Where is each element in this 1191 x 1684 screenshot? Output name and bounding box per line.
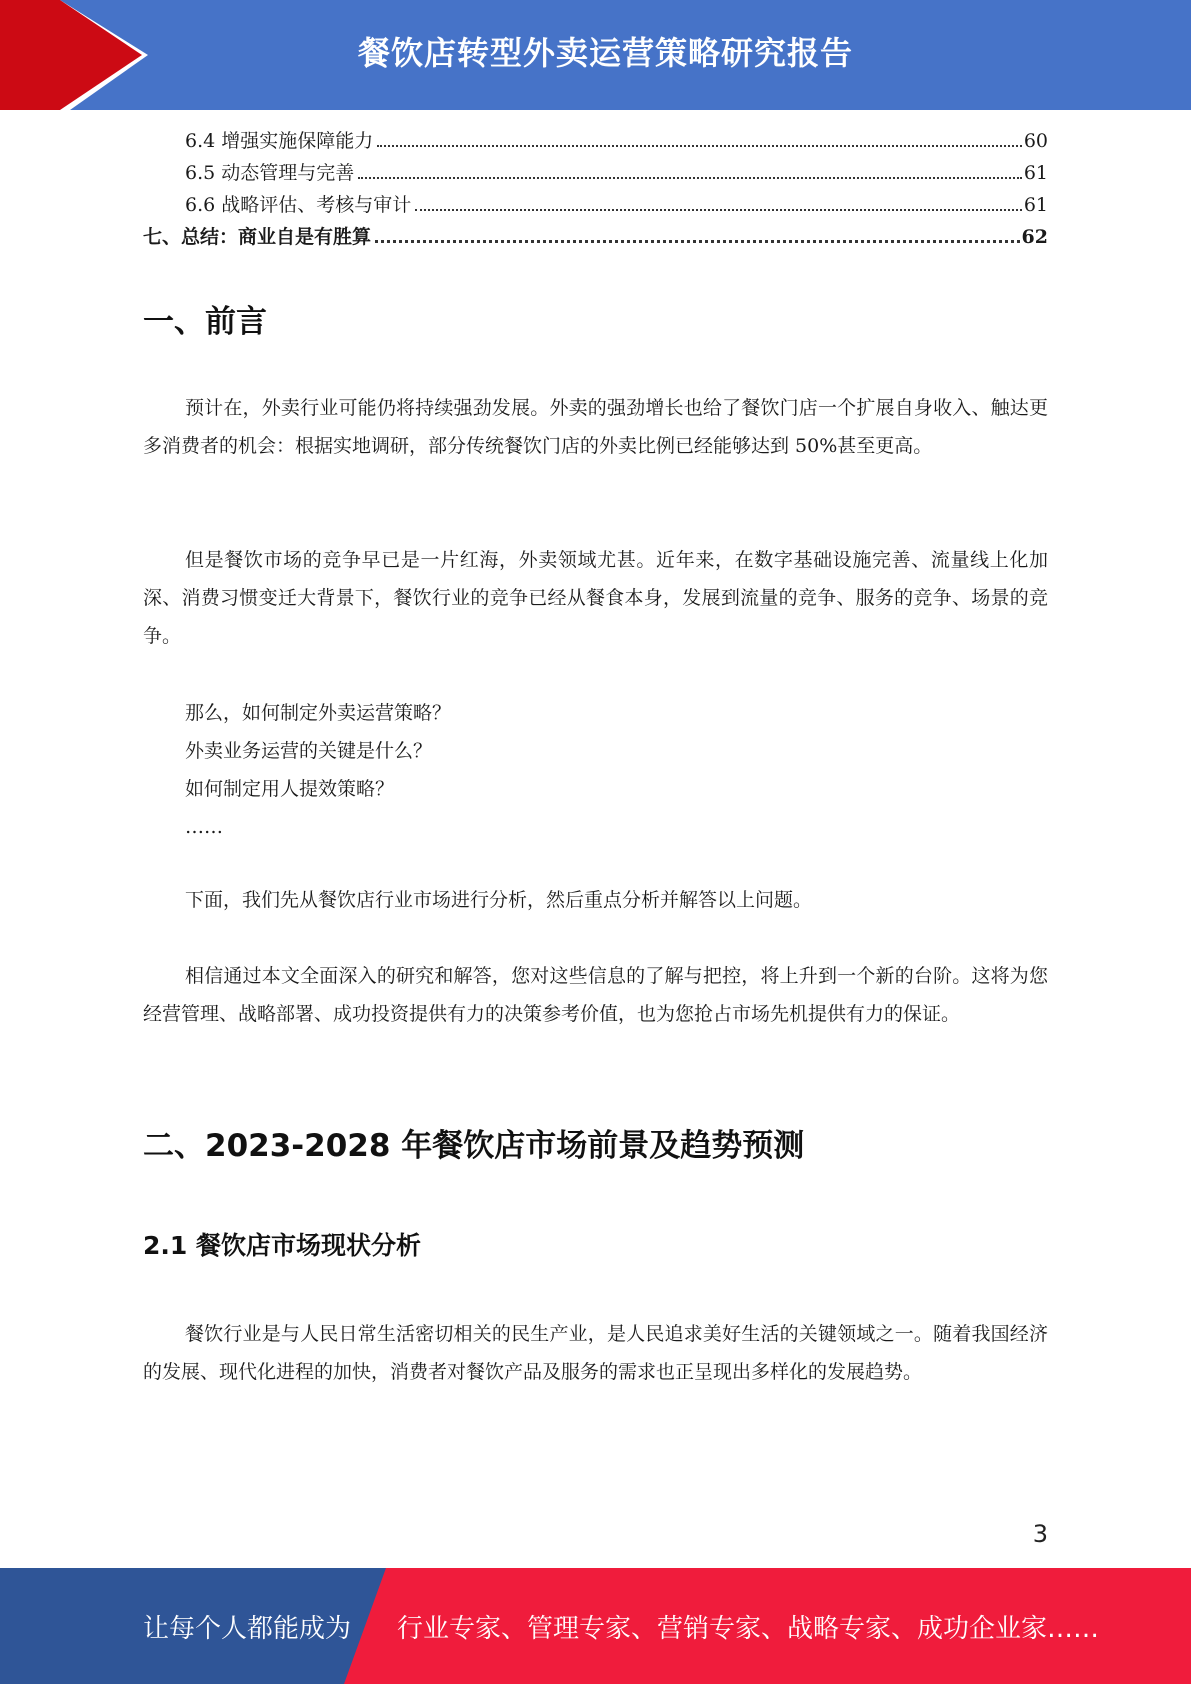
header-title: 餐饮店转型外卖运营策略研究报告 [357,34,853,72]
toc-entry[interactable] [143,190,1048,222]
toc-entry-title: 6.4 增强实施保障能力 [185,130,374,152]
toc-leader-dots [377,145,1022,147]
toc-entry-page: 61 [1023,162,1048,184]
toc-entry-title: 6.5 动态管理与完善 [185,162,355,184]
question-item: 那么，如何制定外卖运营策略？ [185,702,452,724]
question-item: 如何制定用人提效策略？ [185,778,395,800]
toc-entry[interactable] [143,158,1048,190]
question-list [185,694,451,846]
toc-leader-dots [375,240,1020,243]
section-heading-preface: 一、前言 [143,304,267,340]
page-number: 3 [1032,1520,1048,1548]
toc-entry[interactable] [143,126,1048,158]
footer-slogan-left: 让每个人都能成为 [143,1614,352,1644]
page-header [0,0,1191,110]
toc-entry-title: 七、总结：商业自是有胜算 [143,226,372,248]
question-item: …… [185,816,223,838]
page-footer [0,1568,1191,1684]
subsection-heading-market-status: 2.1 餐饮店市场现状分析 [143,1231,421,1260]
toc-entry[interactable] [143,222,1048,254]
toc-entry-page: 61 [1023,194,1048,216]
toc-leader-dots [358,177,1022,179]
toc-entry-page: 62 [1021,226,1048,248]
body-paragraph: 预计在，外卖行业可能仍将持续强劲发展。外卖的强劲增长也给了餐饮门店一个扩展自身收入、触达更多消费者的机会：根据实地调研，部分传统餐饮门店的外卖比例已经能够达到 50%甚至更高。 [143,397,1048,457]
body-paragraph: 相信通过本文全面深入的研究和解答，您对这些信息的了解与把控，将上升到一个新的台阶。这将为您经营管理、战略部署、成功投资提供有力的决策参考价值，也为您抢占市场先机提供有力的保证。 [143,965,1048,1025]
footer-slogan-right: 行业专家、管理专家、营销专家、战略专家、成功企业家…… [397,1614,1100,1644]
body-paragraph: 但是餐饮市场的竞争早已是一片红海，外卖领域尤甚。近年来，在数字基础设施完善、流量线上化加深、消费习惯变迁大背景下，餐饮行业的竞争已经从餐食本身，发展到流量的竞争、服务的竞争、场景的竞争。 [143,549,1048,647]
table-of-contents [143,126,1048,254]
toc-entry-title: 6.6 战略评估、考核与审计 [185,194,412,216]
body-paragraph: 餐饮行业是与人民日常生活密切相关的民生产业，是人民追求美好生活的关键领域之一。随着我国经济的发展、现代化进程的加快，消费者对餐饮产品及服务的需求也正呈现出多样化的发展趋势。 [143,1323,1048,1383]
question-item: 外卖业务运营的关键是什么？ [185,740,433,762]
body-paragraph: 下面，我们先从餐饮店行业市场进行分析，然后重点分析并解答以上问题。 [185,889,813,911]
section-heading-market-outlook: 二、2023-2028 年餐饮店市场前景及趋势预测 [143,1128,805,1164]
toc-entry-page: 60 [1023,130,1048,152]
toc-leader-dots [415,209,1022,211]
